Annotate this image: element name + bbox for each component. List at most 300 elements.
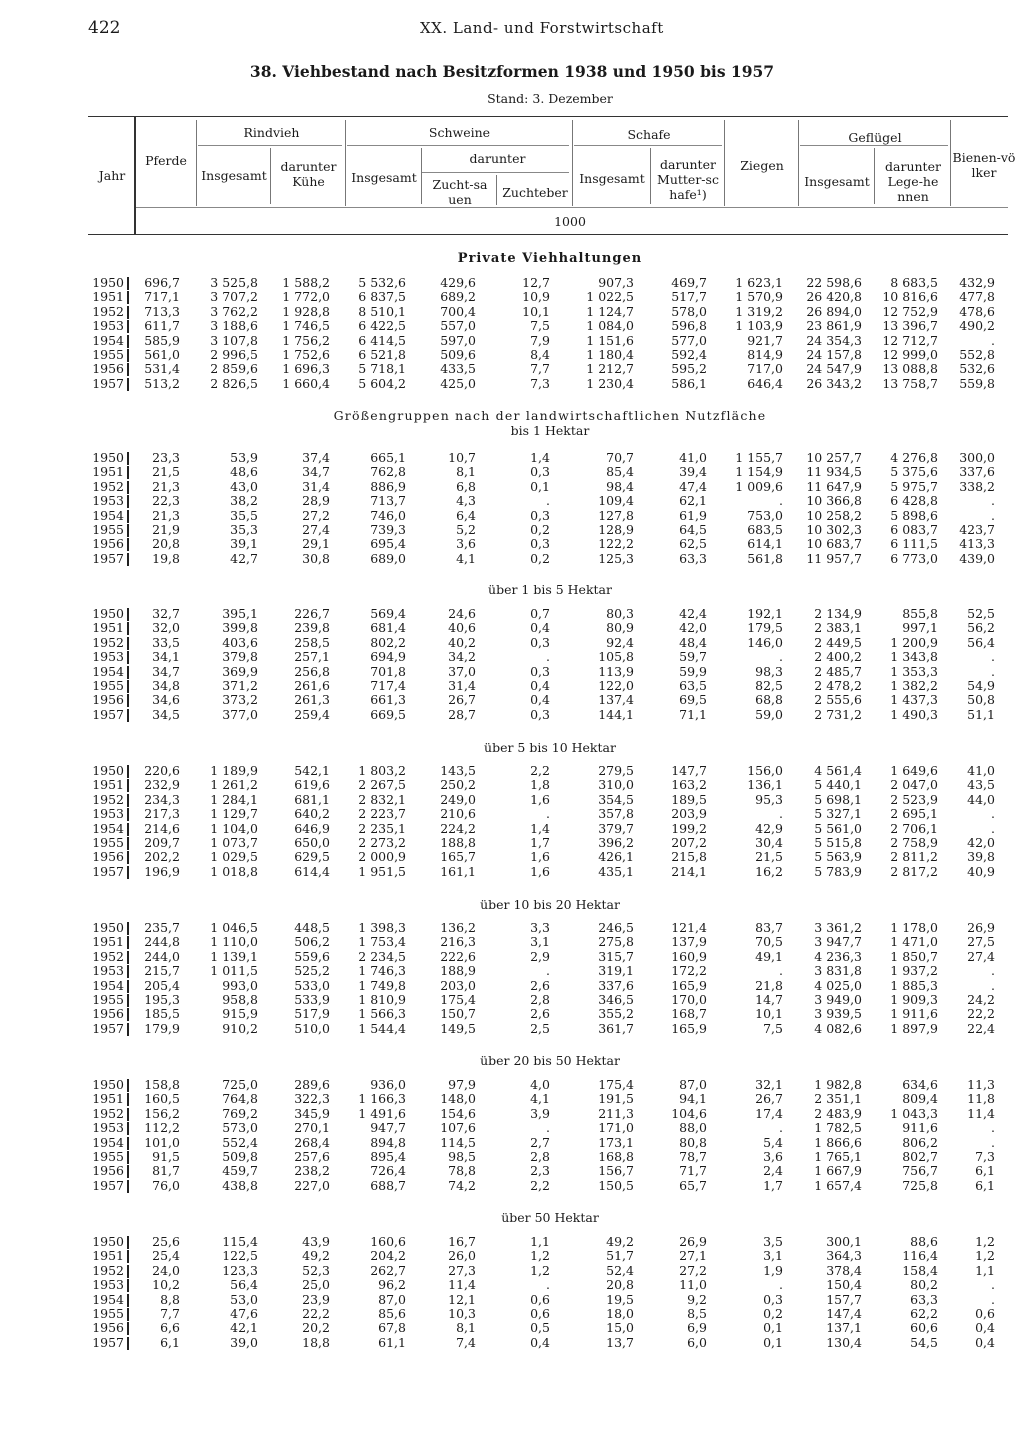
table-cell: 192,1 xyxy=(747,606,783,621)
table-cell: 683,5 xyxy=(747,522,783,537)
table-cell: 6,8 xyxy=(456,478,476,494)
table-cell: 22,2 xyxy=(302,1306,330,1321)
row-year: 1952 xyxy=(92,478,124,494)
table-cell: 525,2 xyxy=(294,963,330,979)
table-cell: 1 398,3 xyxy=(358,920,406,935)
table-cell: 1 649,6 xyxy=(890,763,938,778)
table-row xyxy=(0,305,1024,319)
table-cell: 3,5 xyxy=(763,1234,783,1249)
table-cell: 56,4 xyxy=(967,634,995,650)
table-cell: 13 396,7 xyxy=(882,318,938,334)
row-rule xyxy=(127,378,129,391)
table-cell: 191,5 xyxy=(598,1091,634,1107)
table-cell: 53,9 xyxy=(230,450,258,465)
table-cell: 8,5 xyxy=(687,1306,707,1321)
table-row xyxy=(0,665,1024,679)
table-cell: 4,3 xyxy=(456,493,476,509)
table-cell: 517,9 xyxy=(294,1006,330,1022)
row-year: 1954 xyxy=(92,1134,124,1150)
row-rule xyxy=(127,765,129,778)
table-cell: 592,4 xyxy=(671,347,707,362)
table-cell: 2 351,1 xyxy=(814,1091,862,1107)
table-cell: 395,1 xyxy=(222,606,258,621)
row-rule xyxy=(127,951,129,964)
table-row xyxy=(0,1293,1024,1307)
table-cell: 20,8 xyxy=(606,1277,634,1293)
row-rule xyxy=(127,510,129,523)
table-cell: 128,9 xyxy=(598,522,634,537)
row-year: 1950 xyxy=(92,275,124,290)
row-rule xyxy=(127,666,129,679)
table-cell: 10,9 xyxy=(522,289,550,305)
table-cell: 2,8 xyxy=(530,992,550,1007)
table-cell: 65,7 xyxy=(679,1177,707,1193)
table-cell: 203,9 xyxy=(671,806,707,822)
table-row xyxy=(0,865,1024,879)
table-cell: . xyxy=(991,1134,995,1150)
table-cell: 3 947,7 xyxy=(814,934,862,950)
table-cell: 160,9 xyxy=(671,948,707,964)
table-cell: 396,2 xyxy=(598,835,634,850)
table-cell: 2,3 xyxy=(530,1163,550,1179)
table-cell: 1 866,6 xyxy=(814,1134,862,1150)
table-cell: 646,4 xyxy=(747,375,783,391)
row-year: 1957 xyxy=(92,1177,124,1193)
table-cell: 21,8 xyxy=(755,977,783,993)
table-cell: 1,7 xyxy=(763,1177,783,1193)
table-row xyxy=(0,935,1024,949)
table-cell: 2 826,5 xyxy=(210,375,258,391)
table-cell: 1 073,7 xyxy=(210,835,258,850)
table-cell: 665,1 xyxy=(370,450,406,465)
table-cell: 188,8 xyxy=(440,835,476,850)
table-cell: 63,3 xyxy=(910,1291,938,1307)
table-cell: 0,4 xyxy=(530,692,550,708)
table-cell: 67,8 xyxy=(378,1320,406,1336)
table-cell: 41,0 xyxy=(967,763,995,778)
table-row xyxy=(0,979,1024,993)
table-cell: 21,5 xyxy=(152,464,180,480)
row-rule xyxy=(127,994,129,1007)
table-cell: 2,2 xyxy=(530,1177,550,1193)
table-cell: 33,5 xyxy=(152,634,180,650)
table-cell: 156,0 xyxy=(747,763,783,778)
table-cell: 91,5 xyxy=(152,1149,180,1164)
table-row xyxy=(0,1121,1024,1135)
table-cell: 207,2 xyxy=(671,835,707,850)
table-cell: 26 894,0 xyxy=(806,303,862,319)
table-cell: 1,7 xyxy=(530,835,550,850)
table-cell: 5 327,1 xyxy=(814,806,862,822)
table-cell: 1 319,2 xyxy=(735,303,783,319)
table-cell: 8,8 xyxy=(160,1291,180,1307)
table-cell: 762,8 xyxy=(370,464,406,480)
table-cell: 6,1 xyxy=(975,1163,995,1179)
table-cell: 629,5 xyxy=(294,849,330,865)
table-cell: 936,0 xyxy=(370,1077,406,1092)
table-cell: 34,5 xyxy=(152,706,180,722)
row-year: 1954 xyxy=(92,663,124,679)
table-cell: 18,8 xyxy=(302,1334,330,1350)
table-cell: 249,0 xyxy=(440,791,476,807)
section-title: Private Viehhaltungen xyxy=(457,251,643,266)
col-rind-darunter: darunter xyxy=(280,159,337,174)
table-cell: 1 261,2 xyxy=(210,777,258,793)
table-cell: 1 660,4 xyxy=(282,375,330,391)
table-cell: 532,6 xyxy=(959,361,995,377)
row-year: 1951 xyxy=(92,1091,124,1107)
table-cell: 573,0 xyxy=(222,1120,258,1136)
table-cell: 32,7 xyxy=(152,606,180,621)
row-rule xyxy=(127,1294,129,1307)
table-cell: 0,6 xyxy=(530,1291,550,1307)
table-cell: 0,3 xyxy=(530,536,550,552)
table-cell: 0,5 xyxy=(530,1320,550,1336)
table-cell: 122,0 xyxy=(598,678,634,693)
col-pferde: Pferde xyxy=(145,153,187,168)
table-cell: 577,0 xyxy=(671,332,707,348)
row-rule xyxy=(127,349,129,362)
table-cell: 5 561,0 xyxy=(814,820,862,836)
row-year: 1957 xyxy=(92,706,124,722)
table-cell: 1,6 xyxy=(530,863,550,879)
row-rule xyxy=(127,277,129,290)
table-cell: 2 273,2 xyxy=(358,835,406,850)
table-cell: 10,7 xyxy=(448,450,476,465)
table-cell: 6 414,5 xyxy=(358,332,406,348)
table-cell: 2 996,5 xyxy=(210,347,258,362)
table-row xyxy=(0,290,1024,304)
table-cell: 0,3 xyxy=(530,507,550,523)
table-cell: 188,9 xyxy=(440,963,476,979)
table-cell: 107,6 xyxy=(440,1120,476,1136)
row-year: 1953 xyxy=(92,1120,124,1136)
table-cell: 48,4 xyxy=(679,634,707,650)
table-cell: 42,4 xyxy=(679,606,707,621)
table-cell: 2 523,9 xyxy=(890,791,938,807)
table-cell: 4 082,6 xyxy=(814,1020,862,1036)
table-cell: 300,0 xyxy=(959,450,995,465)
table-cell: 1 928,8 xyxy=(282,303,330,319)
table-cell: 13,7 xyxy=(606,1334,634,1350)
table-cell: 2,4 xyxy=(763,1163,783,1179)
row-year: 1955 xyxy=(92,347,124,362)
table-cell: 1 189,9 xyxy=(210,763,258,778)
table-cell: 59,0 xyxy=(755,706,783,722)
table-cell: 597,0 xyxy=(440,332,476,348)
col-mutterschafe: Mutter-schafe¹) xyxy=(657,172,719,202)
table-cell: 3 831,8 xyxy=(814,963,862,979)
row-rule xyxy=(127,1180,129,1193)
table-row xyxy=(0,1307,1024,1321)
table-cell: 713,7 xyxy=(370,493,406,509)
table-cell: 739,3 xyxy=(370,522,406,537)
table-cell: 1 951,5 xyxy=(358,863,406,879)
table-cell: 64,5 xyxy=(679,522,707,537)
table-cell: 16,2 xyxy=(755,863,783,879)
table-cell: 5 375,6 xyxy=(890,464,938,480)
table-cell: 2 449,5 xyxy=(814,634,862,650)
table-cell: 694,9 xyxy=(370,649,406,665)
table-cell: 34,7 xyxy=(302,464,330,480)
row-rule xyxy=(127,335,129,348)
table-cell: 1 154,9 xyxy=(735,464,783,480)
row-rule xyxy=(127,608,129,621)
table-cell: 50,8 xyxy=(967,692,995,708)
table-cell: 23,9 xyxy=(302,1291,330,1307)
table-cell: 425,0 xyxy=(440,375,476,391)
table-cell: 244,8 xyxy=(144,934,180,950)
row-rule xyxy=(127,779,129,792)
table-cell: 37,4 xyxy=(302,450,330,465)
table-cell: 3 188,6 xyxy=(210,318,258,334)
table-cell: 227,0 xyxy=(294,1177,330,1193)
table-cell: 2 483,9 xyxy=(814,1105,862,1121)
table-cell: 115,4 xyxy=(222,1234,258,1249)
table-cell: 80,2 xyxy=(910,1277,938,1293)
row-rule xyxy=(127,466,129,479)
row-rule xyxy=(127,936,129,949)
table-cell: 13 758,7 xyxy=(882,375,938,391)
table-cell: 6 837,5 xyxy=(358,289,406,305)
table-cell: . xyxy=(546,649,550,665)
table-cell: 0,2 xyxy=(530,522,550,537)
table-row xyxy=(0,465,1024,479)
table-cell: 6,1 xyxy=(975,1177,995,1193)
table-cell: 150,7 xyxy=(440,1006,476,1022)
table-cell: 125,3 xyxy=(598,550,634,566)
table-cell: 695,4 xyxy=(370,536,406,552)
table-cell: 54,9 xyxy=(967,678,995,693)
row-year: 1953 xyxy=(92,649,124,665)
row-rule xyxy=(127,922,129,935)
table-cell: . xyxy=(991,1277,995,1293)
table-cell: 80,3 xyxy=(606,606,634,621)
table-cell: 542,1 xyxy=(294,763,330,778)
table-cell: 1 009,6 xyxy=(735,478,783,494)
table-cell: 32,1 xyxy=(755,1077,783,1092)
row-year: 1956 xyxy=(92,692,124,708)
row-year: 1957 xyxy=(92,1334,124,1350)
table-cell: 215,7 xyxy=(144,963,180,979)
table-cell: 165,9 xyxy=(671,977,707,993)
table-cell: 1 471,0 xyxy=(890,934,938,950)
table-cell: 2 383,1 xyxy=(814,620,862,636)
table-cell: 6,0 xyxy=(687,1334,707,1350)
table-cell: 156,2 xyxy=(144,1105,180,1121)
col-schaf-insgesamt: Insgesamt xyxy=(579,171,645,186)
table-cell: . xyxy=(991,649,995,665)
table-cell: 611,7 xyxy=(144,318,180,334)
table-cell: 4 276,8 xyxy=(890,450,938,465)
table-cell: 1 746,5 xyxy=(282,318,330,334)
table-cell: 85,6 xyxy=(378,1306,406,1321)
table-cell: 5,4 xyxy=(763,1134,783,1150)
table-cell: . xyxy=(779,806,783,822)
section-subtitle: bis 1 Hektar xyxy=(510,423,590,438)
table-cell: 1 110,0 xyxy=(210,934,258,950)
row-year: 1955 xyxy=(92,678,124,693)
table-cell: 275,8 xyxy=(598,934,634,950)
row-rule xyxy=(127,1137,129,1150)
table-row xyxy=(0,650,1024,664)
table-cell: . xyxy=(546,1120,550,1136)
row-rule xyxy=(127,1023,129,1036)
row-year: 1955 xyxy=(92,1306,124,1321)
table-cell: 1 018,8 xyxy=(210,863,258,879)
table-cell: 63,3 xyxy=(679,550,707,566)
table-cell: 2,2 xyxy=(530,763,550,778)
table-cell: 121,4 xyxy=(671,920,707,935)
table-cell: 170,0 xyxy=(671,992,707,1007)
table-row xyxy=(0,1022,1024,1036)
table-cell: 74,2 xyxy=(448,1177,476,1193)
table-cell: 438,8 xyxy=(222,1177,258,1193)
table-cell: 2 859,6 xyxy=(210,361,258,377)
table-cell: 62,1 xyxy=(679,493,707,509)
table-cell: 1 382,2 xyxy=(890,678,938,693)
table-cell: 506,2 xyxy=(294,934,330,950)
row-year: 1952 xyxy=(92,303,124,319)
table-cell: 144,1 xyxy=(598,706,634,722)
table-cell: 9,2 xyxy=(687,1291,707,1307)
row-year: 1956 xyxy=(92,1320,124,1336)
table-cell: 802,2 xyxy=(370,634,406,650)
table-cell: 85,4 xyxy=(606,464,634,480)
table-cell: 256,8 xyxy=(294,663,330,679)
table-cell: 0,2 xyxy=(530,550,550,566)
table-cell: 5 718,1 xyxy=(358,361,406,377)
table-cell: 31,4 xyxy=(448,678,476,693)
table-cell: 993,0 xyxy=(222,977,258,993)
table-cell: 40,6 xyxy=(448,620,476,636)
table-cell: 70,7 xyxy=(606,450,634,465)
col-rind-insgesamt: Insgesamt xyxy=(201,168,267,183)
table-cell: 261,3 xyxy=(294,692,330,708)
row-rule xyxy=(127,1250,129,1263)
row-year: 1953 xyxy=(92,1277,124,1293)
table-cell: 32,0 xyxy=(152,620,180,636)
table-cell: 0,2 xyxy=(763,1306,783,1321)
table-cell: 7,3 xyxy=(975,1149,995,1164)
table-cell: 34,8 xyxy=(152,678,180,693)
table-cell: 147,7 xyxy=(671,763,707,778)
table-cell: 1 104,0 xyxy=(210,820,258,836)
table-cell: 203,0 xyxy=(440,977,476,993)
table-cell: 586,1 xyxy=(671,375,707,391)
row-year: 1955 xyxy=(92,522,124,537)
table-cell: 232,9 xyxy=(144,777,180,793)
row-rule xyxy=(127,1265,129,1278)
table-cell: 1 103,9 xyxy=(735,318,783,334)
table-row xyxy=(0,764,1024,778)
table-cell: 215,8 xyxy=(671,849,707,865)
table-cell: 26,0 xyxy=(448,1248,476,1264)
table-cell: 105,8 xyxy=(598,649,634,665)
table-cell: 2 731,2 xyxy=(814,706,862,722)
table-cell: 220,6 xyxy=(144,763,180,778)
table-cell: 31,4 xyxy=(302,478,330,494)
table-cell: 71,7 xyxy=(679,1163,707,1179)
table-cell: 0,1 xyxy=(763,1334,783,1350)
table-cell: 20,2 xyxy=(302,1320,330,1336)
table-cell: 24,6 xyxy=(448,606,476,621)
table-cell: 0,3 xyxy=(763,1291,783,1307)
table-cell: 423,7 xyxy=(959,522,995,537)
table-cell: 147,4 xyxy=(826,1306,862,1321)
table-cell: 160,5 xyxy=(144,1091,180,1107)
table-cell: . xyxy=(779,1120,783,1136)
col-gefl-insgesamt: Insgesamt xyxy=(804,174,870,189)
col-ziegen: Ziegen xyxy=(740,158,784,173)
table-cell: . xyxy=(991,1120,995,1136)
table-cell: 29,1 xyxy=(302,536,330,552)
table-cell: 661,3 xyxy=(370,692,406,708)
table-row xyxy=(0,1164,1024,1178)
table-cell: 746,0 xyxy=(370,507,406,523)
table-row xyxy=(0,778,1024,792)
table-cell: . xyxy=(991,332,995,348)
table-cell: 16,7 xyxy=(448,1234,476,1249)
table-cell: . xyxy=(779,649,783,665)
table-cell: 30,8 xyxy=(302,550,330,566)
table-cell: 726,4 xyxy=(370,1163,406,1179)
table-cell: 1,1 xyxy=(975,1262,995,1278)
table-cell: 205,4 xyxy=(144,977,180,993)
table-cell: 4 236,3 xyxy=(814,948,862,964)
col-zuchteber: Zuchteber xyxy=(502,185,568,200)
table-cell: 51,7 xyxy=(606,1248,634,1264)
table-cell: 1 200,9 xyxy=(890,634,938,650)
row-rule xyxy=(127,808,129,821)
table-cell: 39,0 xyxy=(230,1334,258,1350)
table-cell: 25,6 xyxy=(152,1234,180,1249)
table-cell: 289,6 xyxy=(294,1077,330,1092)
page-number: 422 xyxy=(88,18,121,38)
table-cell: 509,6 xyxy=(440,347,476,362)
table-cell: 80,8 xyxy=(679,1134,707,1150)
table-cell: 27,2 xyxy=(302,507,330,523)
table-cell: 2 134,9 xyxy=(814,606,862,621)
table-cell: 95,3 xyxy=(755,791,783,807)
table-cell: 26,7 xyxy=(755,1091,783,1107)
table-cell: 1 570,9 xyxy=(735,289,783,305)
table-cell: 689,0 xyxy=(370,550,406,566)
table-cell: 1 437,3 xyxy=(890,692,938,708)
table-cell: 161,1 xyxy=(440,863,476,879)
table-cell: 49,2 xyxy=(606,1234,634,1249)
table-cell: 1 129,7 xyxy=(210,806,258,822)
table-cell: 62,2 xyxy=(910,1306,938,1321)
table-cell: 1 022,5 xyxy=(586,289,634,305)
table-cell: 634,6 xyxy=(902,1077,938,1092)
table-cell: 510,0 xyxy=(294,1020,330,1036)
table-cell: 202,2 xyxy=(144,849,180,865)
row-rule xyxy=(127,694,129,707)
table-cell: 1 566,3 xyxy=(358,1006,406,1022)
table-cell: 764,8 xyxy=(222,1091,258,1107)
table-cell: 907,3 xyxy=(598,275,634,290)
table-cell: 80,9 xyxy=(606,620,634,636)
table-cell: 216,3 xyxy=(440,934,476,950)
table-cell: 1 151,6 xyxy=(586,332,634,348)
table-cell: 413,3 xyxy=(959,536,995,552)
table-cell: 39,4 xyxy=(679,464,707,480)
row-rule xyxy=(127,452,129,465)
table-cell: . xyxy=(546,806,550,822)
table-cell: 92,4 xyxy=(606,634,634,650)
table-cell: 116,4 xyxy=(902,1248,938,1264)
